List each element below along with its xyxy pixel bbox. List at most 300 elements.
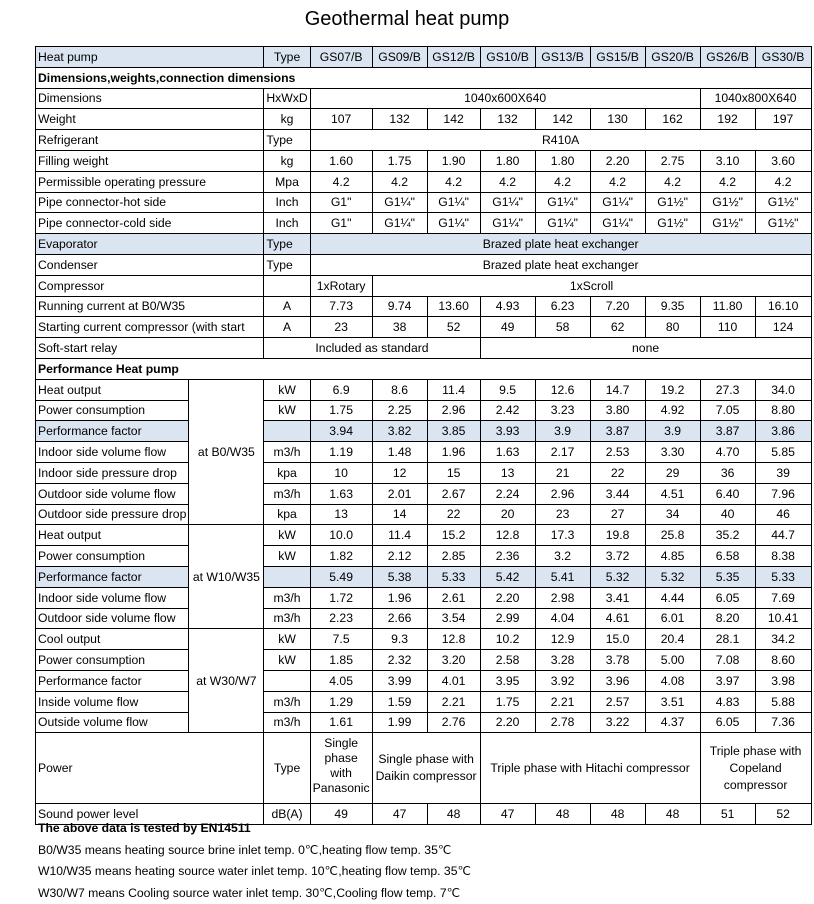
- row-label: Pipe connector-hot side: [36, 192, 264, 213]
- unit-cell: m3/h: [264, 442, 310, 463]
- running-current-row: [36, 296, 812, 317]
- unit-cell: HxWxD: [264, 88, 310, 109]
- value-cell: 4.2: [590, 171, 645, 192]
- value-cell: 6.58: [700, 546, 755, 567]
- value-cell: 3.9: [535, 421, 590, 442]
- unit-cell: m3/h: [264, 691, 310, 712]
- row-label: Power consumption: [36, 400, 189, 421]
- value-cell: 7.96: [755, 483, 811, 504]
- model-header: GS20/B: [645, 47, 700, 68]
- value-cell: 3.54: [427, 608, 480, 629]
- b0w35-row: [36, 442, 812, 463]
- note-w30w7: W30/W7 means Cooling source water inlet temp. 30℃,Cooling flow temp. 7℃: [38, 883, 471, 904]
- b0w35-row: [36, 400, 812, 421]
- unit-cell: Type: [264, 733, 310, 804]
- b0w35-row: [36, 462, 812, 483]
- value-cell: 3.51: [645, 691, 700, 712]
- value-cell: 58: [535, 317, 590, 338]
- unit-cell: Mpa: [264, 171, 310, 192]
- value-cell: G1¼": [427, 213, 480, 234]
- value-cell: 132: [480, 109, 535, 130]
- value-cell: 2.21: [427, 691, 480, 712]
- value-cell: 5.35: [700, 566, 755, 587]
- value-cell: 7.20: [590, 296, 645, 317]
- value-cell: 4.04: [535, 608, 590, 629]
- value-cell: G1½": [755, 192, 811, 213]
- model-header: GS12/B: [427, 47, 480, 68]
- value-cell: Triple phase with Hitachi compressor: [480, 733, 700, 804]
- value-cell: 3.23: [535, 400, 590, 421]
- row-label: Performance factor: [36, 421, 189, 442]
- value-cell: 2.99: [480, 608, 535, 629]
- value-cell: 3.94: [310, 421, 372, 442]
- value-cell: 2.96: [427, 400, 480, 421]
- value-cell: 1.63: [310, 483, 372, 504]
- value-cell: 162: [645, 109, 700, 130]
- value-cell: 5.32: [645, 566, 700, 587]
- value-cell: 39: [755, 462, 811, 483]
- value-cell: 48: [535, 804, 590, 825]
- value-cell: 48: [590, 804, 645, 825]
- value-cell: 40: [700, 504, 755, 525]
- value-cell: 2.20: [480, 712, 535, 733]
- value-cell: 14.7: [590, 379, 645, 400]
- value-cell: 2.32: [372, 650, 427, 671]
- value-cell: 4.93: [480, 296, 535, 317]
- value-cell: 3.87: [700, 421, 755, 442]
- row-label: Heat output: [36, 379, 189, 400]
- unit-cell: kg: [264, 109, 310, 130]
- value-cell: 13.60: [427, 296, 480, 317]
- value-cell: 197: [755, 109, 811, 130]
- value-cell: 2.24: [480, 483, 535, 504]
- value-cell: 17.3: [535, 525, 590, 546]
- value-cell: 3.93: [480, 421, 535, 442]
- row-label: Inside volume flow: [36, 691, 189, 712]
- value-cell: 8.20: [700, 608, 755, 629]
- value-cell: 48: [427, 804, 480, 825]
- value-cell: 2.21: [535, 691, 590, 712]
- model-header: GS30/B: [755, 47, 811, 68]
- value-cell: 3.30: [645, 442, 700, 463]
- unit-cell: Type: [264, 130, 310, 151]
- value-cell: 23: [535, 504, 590, 525]
- value-cell: 20.4: [645, 629, 700, 650]
- row-label: Refrigerant: [36, 130, 264, 151]
- row-label: Performance factor: [36, 566, 189, 587]
- value-cell: 3.22: [590, 712, 645, 733]
- row-label: Sound power level: [36, 804, 264, 825]
- unit-cell: kW: [264, 629, 310, 650]
- model-header: GS09/B: [372, 47, 427, 68]
- value-cell: Included as standard: [264, 338, 480, 359]
- unit-cell: dB(A): [264, 804, 310, 825]
- value-cell: 25.8: [645, 525, 700, 546]
- value-cell: 3.72: [590, 546, 645, 567]
- value-cell: 47: [372, 804, 427, 825]
- spec-table: [35, 46, 812, 825]
- model-header: GS26/B: [700, 47, 755, 68]
- value-cell: 2.66: [372, 608, 427, 629]
- value-cell: 7.73: [310, 296, 372, 317]
- value-cell: 20: [480, 504, 535, 525]
- value-cell: 80: [645, 317, 700, 338]
- refrigerant-row: [36, 130, 812, 151]
- empty-cell: [264, 275, 310, 296]
- value-cell: 34.2: [755, 629, 811, 650]
- value-cell: 1.85: [310, 650, 372, 671]
- value-cell: 2.36: [480, 546, 535, 567]
- value-cell: 1.48: [372, 442, 427, 463]
- value-cell: 132: [372, 109, 427, 130]
- value-cell: 192: [700, 109, 755, 130]
- value-cell: 1.29: [310, 691, 372, 712]
- b0w35-row: [36, 421, 812, 442]
- value-cell: 2.58: [480, 650, 535, 671]
- value-cell: 34: [645, 504, 700, 525]
- pressure-row: [36, 171, 812, 192]
- value-cell: 11.4: [372, 525, 427, 546]
- note-w10w35: W10/W35 means heating source water inlet temp. 10℃,heating flow temp. 35℃: [38, 861, 471, 883]
- value-cell: 23: [310, 317, 372, 338]
- header-type: Type: [264, 47, 310, 68]
- value-cell: 3.20: [427, 650, 480, 671]
- value-cell: 4.2: [310, 171, 372, 192]
- value-cell: 9.74: [372, 296, 427, 317]
- notes-tested: The above data is tested by EN14511: [38, 818, 471, 840]
- value-cell: 4.2: [427, 171, 480, 192]
- value-cell: 1.96: [372, 587, 427, 608]
- w10w35-row: [36, 525, 812, 546]
- value-cell: 34.0: [755, 379, 811, 400]
- header-row: [36, 47, 812, 68]
- value-cell: G1½": [700, 192, 755, 213]
- value-cell: 7.36: [755, 712, 811, 733]
- value-cell: 6.05: [700, 587, 755, 608]
- value-cell: 8.6: [372, 379, 427, 400]
- value-cell: 2.78: [535, 712, 590, 733]
- row-label: Weight: [36, 109, 264, 130]
- b0w35-row: [36, 504, 812, 525]
- note-b0w35: B0/W35 means heating source brine inlet temp. 0℃,heating flow temp. 35℃: [38, 840, 471, 862]
- value-cell: 3.44: [590, 483, 645, 504]
- row-label: Outdoor side volume flow: [36, 608, 189, 629]
- row-label: Indoor side pressure drop: [36, 462, 189, 483]
- row-label: Running current at B0/W35: [36, 296, 264, 317]
- unit-cell: Type: [264, 254, 310, 275]
- unit-cell: m3/h: [264, 712, 310, 733]
- value-cell: 5.49: [310, 566, 372, 587]
- value-cell: 7.08: [700, 650, 755, 671]
- value-cell: 1.63: [480, 442, 535, 463]
- value-cell: 12.9: [535, 629, 590, 650]
- model-header: GS10/B: [480, 47, 535, 68]
- value-cell: 2.96: [535, 483, 590, 504]
- w30w7-row: [36, 691, 812, 712]
- value-cell: 6.05: [700, 712, 755, 733]
- value-cell: 12.8: [427, 629, 480, 650]
- unit-cell: A: [264, 317, 310, 338]
- value-cell: Single phase with Panasonic: [310, 733, 372, 804]
- row-label: Outdoor side volume flow: [36, 483, 189, 504]
- value-cell: 3.97: [700, 670, 755, 691]
- value-cell: 4.08: [645, 670, 700, 691]
- value-cell: G1½": [700, 213, 755, 234]
- value-cell: 1040x600X640: [310, 88, 700, 109]
- value-cell: 7.05: [700, 400, 755, 421]
- row-label: Evaporator: [36, 234, 264, 255]
- value-cell: 15.0: [590, 629, 645, 650]
- value-cell: 2.20: [590, 150, 645, 171]
- value-cell: R410A: [310, 130, 811, 151]
- value-cell: 9.5: [480, 379, 535, 400]
- value-cell: 3.87: [590, 421, 645, 442]
- value-cell: 8.80: [755, 400, 811, 421]
- value-cell: G1¼": [590, 192, 645, 213]
- value-cell: 4.70: [700, 442, 755, 463]
- value-cell: 2.57: [590, 691, 645, 712]
- value-cell: 2.85: [427, 546, 480, 567]
- value-cell: Brazed plate heat exchanger: [310, 234, 811, 255]
- w10w35-row: [36, 608, 812, 629]
- value-cell: 29: [645, 462, 700, 483]
- value-cell: 2.17: [535, 442, 590, 463]
- value-cell: 1040x800X640: [700, 88, 811, 109]
- value-cell: 4.61: [590, 608, 645, 629]
- value-cell: 51: [700, 804, 755, 825]
- value-cell: 1.99: [372, 712, 427, 733]
- value-cell: 142: [427, 109, 480, 130]
- unit-cell: kW: [264, 379, 310, 400]
- section-dimensions: Dimensions,weights,connection dimensions: [36, 67, 812, 88]
- value-cell: 21: [535, 462, 590, 483]
- value-cell: 4.51: [645, 483, 700, 504]
- condition-cell: at W30/W7: [189, 629, 264, 733]
- value-cell: 2.20: [480, 587, 535, 608]
- value-cell: 4.92: [645, 400, 700, 421]
- value-cell: 107: [310, 109, 372, 130]
- value-cell: 8.38: [755, 546, 811, 567]
- row-label: Heat output: [36, 525, 189, 546]
- value-cell: 5.33: [755, 566, 811, 587]
- row-label: Power consumption: [36, 546, 189, 567]
- softstart-row: [36, 338, 812, 359]
- unit-cell: Inch: [264, 192, 310, 213]
- evaporator-row: [36, 234, 812, 255]
- value-cell: 52: [427, 317, 480, 338]
- unit-cell: kpa: [264, 462, 310, 483]
- value-cell: 5.41: [535, 566, 590, 587]
- value-cell: 5.33: [427, 566, 480, 587]
- value-cell: 5.32: [590, 566, 645, 587]
- row-label: Power: [36, 733, 264, 804]
- value-cell: 4.2: [755, 171, 811, 192]
- value-cell: 6.40: [700, 483, 755, 504]
- value-cell: 22: [590, 462, 645, 483]
- condenser-row: [36, 254, 812, 275]
- b0w35-row: [36, 379, 812, 400]
- value-cell: G1¼": [480, 192, 535, 213]
- unit-cell: kg: [264, 150, 310, 171]
- value-cell: 2.23: [310, 608, 372, 629]
- row-label: Pipe connector-cold side: [36, 213, 264, 234]
- unit-cell: m3/h: [264, 483, 310, 504]
- value-cell: 16.10: [755, 296, 811, 317]
- weight-row: [36, 109, 812, 130]
- value-cell: 3.96: [590, 670, 645, 691]
- value-cell: 142: [535, 109, 590, 130]
- value-cell: 10: [310, 462, 372, 483]
- value-cell: 10.0: [310, 525, 372, 546]
- value-cell: 130: [590, 109, 645, 130]
- value-cell: G1¼": [590, 213, 645, 234]
- value-cell: 12.8: [480, 525, 535, 546]
- value-cell: 1.59: [372, 691, 427, 712]
- value-cell: 3.95: [480, 670, 535, 691]
- value-cell: G1½": [645, 213, 700, 234]
- value-cell: 3.92: [535, 670, 590, 691]
- starting-current-row: [36, 317, 812, 338]
- value-cell: 1.60: [310, 150, 372, 171]
- dimensions-row: [36, 88, 812, 109]
- value-cell: 6.9: [310, 379, 372, 400]
- value-cell: 13: [310, 504, 372, 525]
- unit-cell: kW: [264, 546, 310, 567]
- value-cell: 1.72: [310, 587, 372, 608]
- value-cell: Brazed plate heat exchanger: [310, 254, 811, 275]
- model-header: GS15/B: [590, 47, 645, 68]
- value-cell: none: [480, 338, 811, 359]
- unit-cell: kW: [264, 650, 310, 671]
- unit-cell: [264, 566, 310, 587]
- value-cell: 1.82: [310, 546, 372, 567]
- w10w35-row: [36, 587, 812, 608]
- value-cell: 28.1: [700, 629, 755, 650]
- value-cell: 6.23: [535, 296, 590, 317]
- value-cell: 19.2: [645, 379, 700, 400]
- value-cell: 10.2: [480, 629, 535, 650]
- value-cell: 4.2: [535, 171, 590, 192]
- value-cell: G1¼": [480, 213, 535, 234]
- value-cell: 3.10: [700, 150, 755, 171]
- value-cell: 110: [700, 317, 755, 338]
- value-cell: 62: [590, 317, 645, 338]
- compressor-row: [36, 275, 812, 296]
- value-cell: G1¼": [535, 213, 590, 234]
- value-cell: 38: [372, 317, 427, 338]
- value-cell: 47: [480, 804, 535, 825]
- w30w7-row: [36, 670, 812, 691]
- value-cell: 36: [700, 462, 755, 483]
- value-cell: 8.60: [755, 650, 811, 671]
- row-label: Indoor side volume flow: [36, 442, 189, 463]
- unit-cell: [264, 670, 310, 691]
- value-cell: 4.44: [645, 587, 700, 608]
- value-cell: 4.2: [645, 171, 700, 192]
- value-cell: 4.85: [645, 546, 700, 567]
- pipe-cold-row: [36, 213, 812, 234]
- value-cell: G1": [310, 192, 372, 213]
- unit-cell: Inch: [264, 213, 310, 234]
- row-label: Outdoor side pressure drop: [36, 504, 189, 525]
- value-cell: 4.05: [310, 670, 372, 691]
- value-cell: G1": [310, 213, 372, 234]
- value-cell: 2.25: [372, 400, 427, 421]
- value-cell: 5.88: [755, 691, 811, 712]
- value-cell: 5.42: [480, 566, 535, 587]
- value-cell: 9.3: [372, 629, 427, 650]
- value-cell: 3.28: [535, 650, 590, 671]
- value-cell: 1.80: [480, 150, 535, 171]
- value-cell: 1.96: [427, 442, 480, 463]
- power-row: [36, 733, 812, 804]
- value-cell: 15: [427, 462, 480, 483]
- row-label: Performance factor: [36, 670, 189, 691]
- section-performance: Performance Heat pump: [36, 358, 812, 379]
- condition-cell: at W10/W35: [189, 525, 264, 629]
- value-cell: 4.2: [372, 171, 427, 192]
- value-cell: 52: [755, 804, 811, 825]
- value-cell: 3.78: [590, 650, 645, 671]
- value-cell: 22: [427, 504, 480, 525]
- section-row: [36, 358, 812, 379]
- value-cell: 14: [372, 504, 427, 525]
- w30w7-row: [36, 712, 812, 733]
- header-label: Heat pump: [36, 47, 264, 68]
- value-cell: 11.80: [700, 296, 755, 317]
- row-label: Dimensions: [36, 88, 264, 109]
- page-title: Geothermal heat pump: [0, 8, 814, 31]
- value-cell: 15.2: [427, 525, 480, 546]
- value-cell: 12: [372, 462, 427, 483]
- value-cell: G1¼": [372, 192, 427, 213]
- value-cell: 4.01: [427, 670, 480, 691]
- value-cell: 1.80: [535, 150, 590, 171]
- row-label: Indoor side volume flow: [36, 587, 189, 608]
- value-cell: G1¼": [372, 213, 427, 234]
- value-cell: 11.4: [427, 379, 480, 400]
- value-cell: 27.3: [700, 379, 755, 400]
- condition-cell: at B0/W35: [189, 379, 264, 525]
- row-label: Compressor: [36, 275, 264, 296]
- row-label: Power consumption: [36, 650, 189, 671]
- w30w7-row: [36, 650, 812, 671]
- b0w35-row: [36, 483, 812, 504]
- unit-cell: [264, 421, 310, 442]
- value-cell: G1¼": [427, 192, 480, 213]
- w10w35-row: [36, 566, 812, 587]
- unit-cell: Type: [264, 234, 310, 255]
- value-cell: 2.61: [427, 587, 480, 608]
- value-cell: 3.41: [590, 587, 645, 608]
- value-cell: Triple phase with Copeland compressor: [700, 733, 811, 804]
- row-label: Cool output: [36, 629, 189, 650]
- value-cell: 1.75: [310, 400, 372, 421]
- value-cell: 2.01: [372, 483, 427, 504]
- unit-cell: A: [264, 296, 310, 317]
- row-label: Condenser: [36, 254, 264, 275]
- value-cell: 2.76: [427, 712, 480, 733]
- section-row: [36, 67, 812, 88]
- row-label: Filling weight: [36, 150, 264, 171]
- value-cell: 3.99: [372, 670, 427, 691]
- value-cell: 10.41: [755, 608, 811, 629]
- value-cell: 9.35: [645, 296, 700, 317]
- value-cell: 6.01: [645, 608, 700, 629]
- value-cell: G1½": [645, 192, 700, 213]
- value-cell: 3.86: [755, 421, 811, 442]
- value-cell: 3.85: [427, 421, 480, 442]
